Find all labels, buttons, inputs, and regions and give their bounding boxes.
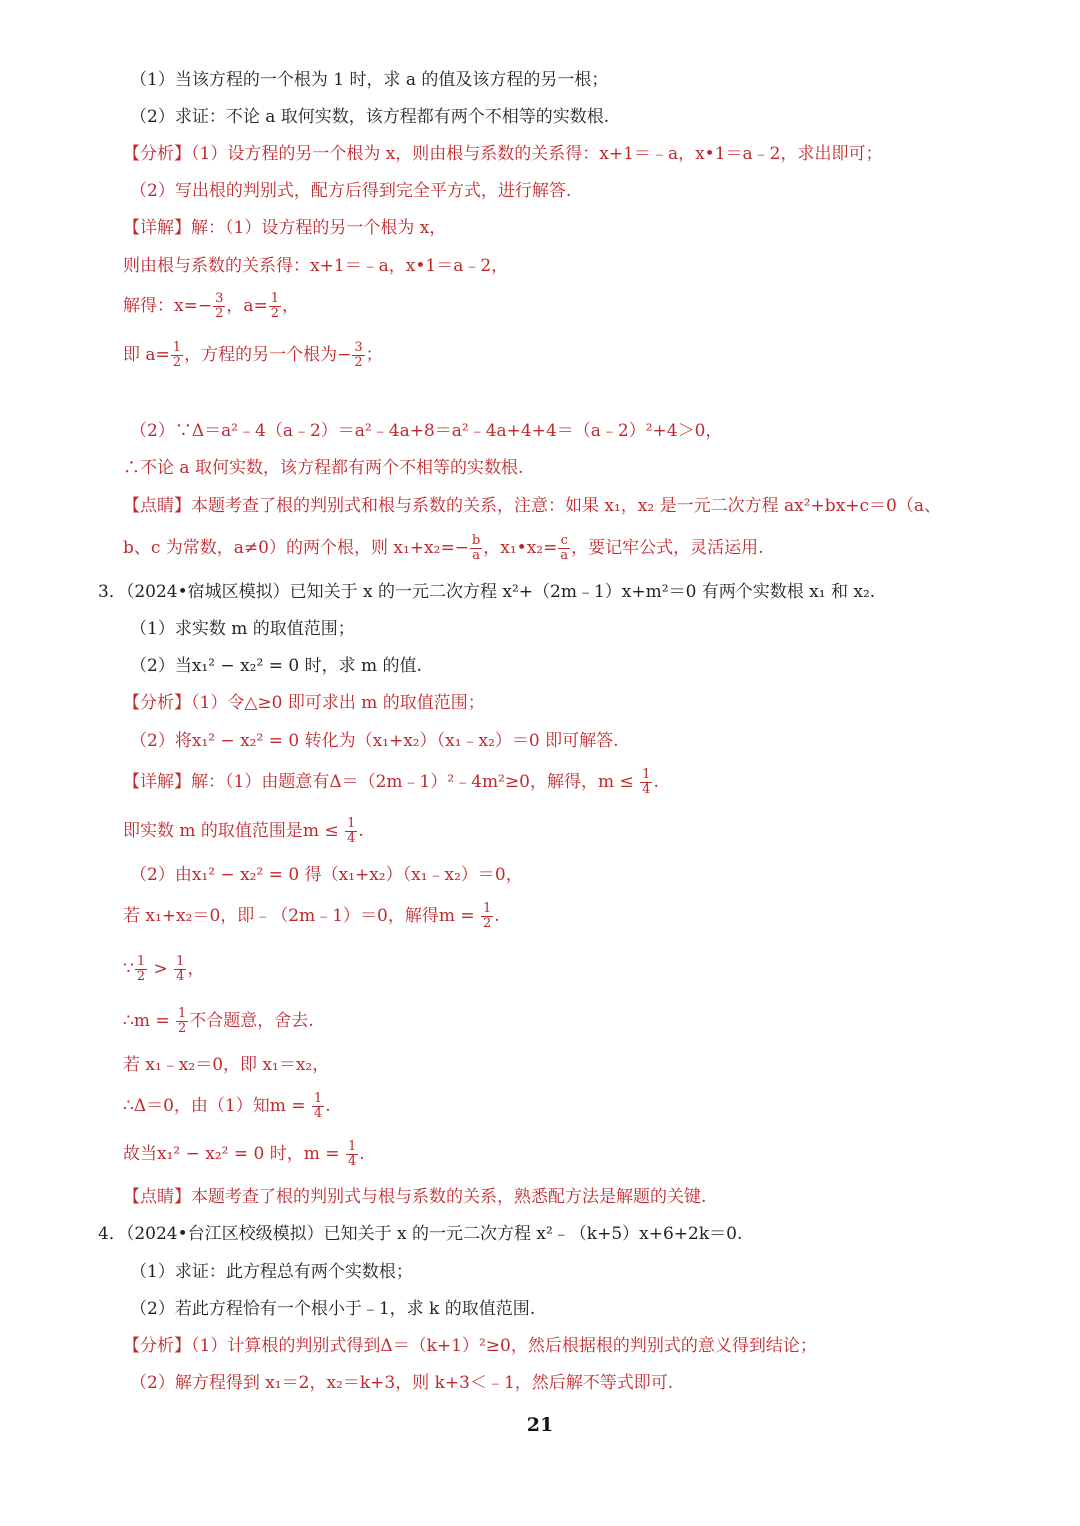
text-segment: . (653, 772, 659, 792)
fraction (352, 341, 364, 370)
problem3-title: 3．（2024•宿城区模拟）已知关于 x 的一元二次方程 x²+（2m﹣1）x+m²＝0 有两个实数根 x₁ 和 x₂. (98, 582, 876, 602)
fraction-numerator: 1 (178, 1006, 187, 1021)
fraction-denominator: 4 (176, 969, 185, 984)
fraction-numerator: c (558, 534, 570, 549)
fraction-numerator: 1 (642, 767, 651, 782)
text-segment: . (494, 906, 500, 926)
fraction (174, 955, 186, 984)
fraction (345, 817, 357, 846)
problem3-analysis-2: （2）将x₁² − x₂² = 0 转化为（x₁+x₂）（x₁﹣x₂）＝0 即可解答. (130, 731, 619, 751)
problem2-question2: （2）求证：不论 a 取何实数，该方程都有两个不相等的实数根. (130, 107, 610, 127)
text-segment: ∴m = (123, 1011, 175, 1031)
problem2-solution-2: 则由根与系数的关系得：x+1＝﹣a，x•1＝a﹣2， (123, 256, 509, 276)
fraction-denominator: 2 (178, 1021, 187, 1036)
fraction-denominator: 2 (354, 355, 363, 370)
text-segment: ，方程的另一个根为− (184, 345, 352, 365)
problem3-solution-3: （2）由x₁² − x₂² = 0 得（x₁+x₂）（x₁﹣x₂）＝0， (130, 865, 523, 885)
problem2-solution-1: 【详解】解：（1）设方程的另一个根为 x， (123, 218, 447, 238)
problem3-solution-9 (123, 1140, 365, 1169)
fraction-numerator: 1 (347, 816, 356, 831)
fraction-numerator: 1 (136, 954, 146, 969)
fraction-numerator: 3 (354, 340, 363, 355)
problem4-analysis-2: （2）解方程得到 x₁＝2，x₂＝k+3，则 k+3＜﹣1，然后解不等式即可. (130, 1373, 674, 1393)
text-segment: ∴Δ＝0，由（1）知m = (123, 1096, 311, 1116)
problem2-solution-4 (123, 341, 383, 370)
text-segment: ，x₁•x₂= (483, 538, 558, 558)
problem2-comment-2 (123, 534, 764, 563)
text-segment: b、c 为常数，a≠0）的两个根，则 x₁+x₂=− (123, 538, 469, 558)
problem2-solution-3 (123, 292, 299, 321)
fraction-denominator: a (560, 548, 569, 563)
text-segment: . (325, 1096, 331, 1116)
fraction-numerator: 1 (270, 291, 280, 306)
problem2-solution-6: ∴不论 a 取何实数，该方程都有两个不相等的实数根. (123, 458, 524, 478)
problem2-question1: （1）当该方程的一个根为 1 时，求 a 的值及该方程的另一根； (130, 70, 609, 90)
problem3-solution-7: 若 x₁﹣x₂＝0，即 x₁＝x₂， (123, 1055, 330, 1075)
fraction-denominator: 2 (136, 969, 146, 984)
fraction (640, 768, 652, 797)
fraction-denominator: 4 (347, 1154, 357, 1169)
problem2-analysis-1: 【分析】（1）设方程的另一个根为 x，则由根与系数的关系得：x+1＝﹣a，x•1＝a﹣2，求出即可； (123, 144, 883, 164)
fraction-denominator: 2 (483, 916, 492, 931)
text-segment: ， (282, 296, 300, 316)
fraction (171, 341, 183, 370)
text-segment: ， (187, 959, 205, 979)
text-segment: . (359, 1144, 365, 1164)
fraction (346, 1140, 358, 1169)
fraction-denominator: 4 (313, 1106, 323, 1121)
fraction-denominator: 4 (347, 831, 356, 846)
fraction (269, 292, 281, 321)
text-segment: 即 a= (123, 345, 170, 365)
text-segment: 解得：x=− (123, 296, 213, 316)
problem4-analysis-1: 【分析】（1）计算根的判别式得到Δ＝（k+1）²≥0，然后根据根的判别式的意义得到结论； (123, 1336, 817, 1356)
text-segment: 即实数 m 的取值范围是m ≤ (123, 821, 345, 841)
problem2-solution-5: （2）∵Δ＝a²﹣4（a﹣2）＝a²﹣4a+8＝a²﹣4a+4+4＝（a﹣2）²+4＞0， (130, 421, 723, 441)
fraction-numerator: 1 (176, 954, 185, 969)
fraction (312, 1092, 324, 1121)
fraction-numerator: 1 (313, 1091, 323, 1106)
fraction-denominator: 2 (270, 306, 280, 321)
problem4-question1: （1）求证：此方程总有两个实数根； (130, 1262, 413, 1282)
problem3-question2: （2）当x₁² − x₂² = 0 时，求 m 的值. (130, 656, 422, 676)
text-segment: 若 x₁+x₂＝0，即﹣（2m﹣1）＝0，解得m = (123, 906, 481, 926)
fraction-denominator: 2 (215, 306, 224, 321)
problem3-solution-4 (123, 902, 500, 931)
problem3-question1: （1）求实数 m 的取值范围； (130, 619, 355, 639)
fraction (481, 902, 493, 931)
fraction-denominator: a (472, 548, 480, 563)
fraction-numerator: 1 (483, 901, 492, 916)
problem4-title: 4．（2024•台江区校级模拟）已知关于 x 的一元二次方程 x²﹣（k+5）x+6+2k＝0. (98, 1224, 743, 1244)
problem3-solution-2 (123, 817, 364, 846)
text-segment: 故当x₁² − x₂² = 0 时，m = (123, 1144, 345, 1164)
text-segment: ，a= (226, 296, 268, 316)
fraction-numerator: 1 (172, 340, 182, 355)
fraction (470, 534, 482, 563)
fraction (558, 534, 570, 563)
fraction (213, 292, 225, 321)
fraction (135, 955, 147, 984)
problem3-analysis-1: 【分析】（1）令△≥0 即可求出 m 的取值范围； (123, 693, 485, 713)
problem3-comment: 【点睛】本题考查了根的判别式与根与系数的关系，熟悉配方法是解题的关键. (123, 1187, 707, 1207)
problem4-question2: （2）若此方程恰有一个根小于﹣1，求 k 的取值范围. (130, 1299, 536, 1319)
problem2-comment-1: 【点睛】本题考查了根的判别式和根与系数的关系，注意：如果 x₁，x₂ 是一元二次方程 ax²+bx+c＝0（a、 (123, 496, 941, 516)
page-number: 21 (526, 1414, 554, 1436)
text-segment: ，要记牢公式，灵活运用. (571, 538, 764, 558)
text-segment: > (148, 959, 174, 979)
problem2-analysis-2: （2）写出根的判别式，配方后得到完全平方式，进行解答. (130, 181, 572, 201)
problem3-solution-8 (123, 1092, 331, 1121)
fraction-denominator: 4 (642, 782, 651, 797)
fraction-denominator: 2 (172, 355, 182, 370)
fraction-numerator: 3 (215, 291, 224, 306)
text-segment: 【详解】解：（1）由题意有Δ＝（2m﹣1）²﹣4m²≥0，解得，m ≤ (123, 772, 640, 792)
text-segment: ∵ (123, 959, 134, 979)
fraction (176, 1007, 188, 1036)
problem3-solution-5 (123, 955, 204, 984)
fraction-numerator: b (471, 533, 481, 548)
problem3-solution-6 (123, 1007, 314, 1036)
fraction-numerator: 1 (347, 1139, 357, 1154)
text-segment: ； (365, 345, 383, 365)
problem3-solution-1 (123, 768, 659, 797)
text-segment: . (358, 821, 364, 841)
text-segment: 不合题意，舍去. (189, 1011, 314, 1031)
